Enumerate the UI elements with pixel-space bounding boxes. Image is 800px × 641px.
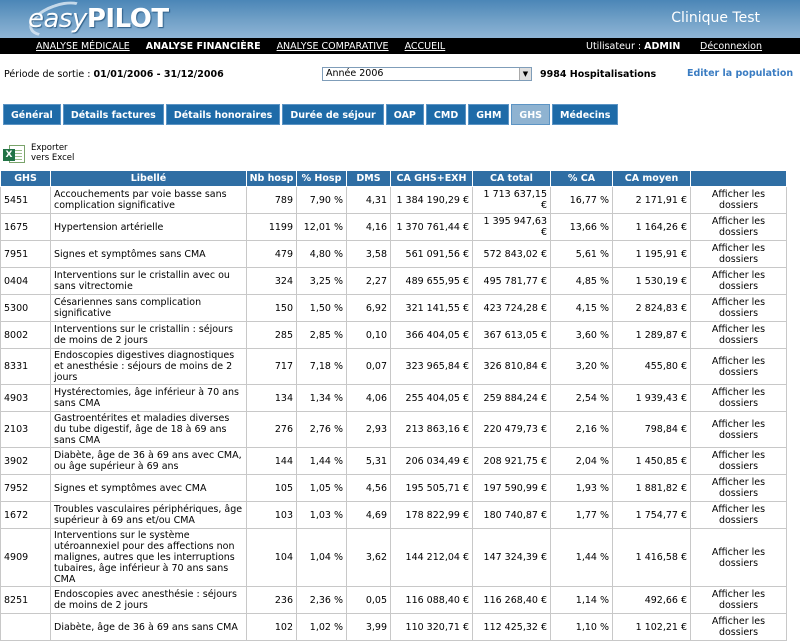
easypilot-logo[interactable] bbox=[28, 2, 169, 36]
table-cell: 105 bbox=[247, 475, 297, 502]
tab-4[interactable]: OAP bbox=[386, 104, 424, 125]
table-cell: 1,03 % bbox=[297, 502, 347, 529]
table-cell: 324 bbox=[247, 268, 297, 295]
period-label-text: Période de sortie : bbox=[4, 69, 91, 80]
table-cell: 7952 bbox=[1, 475, 51, 502]
column-header-5[interactable]: CA GHS+EXH bbox=[391, 171, 473, 187]
table-cell: 150 bbox=[247, 295, 297, 322]
year-select-value: Année 2006 bbox=[326, 68, 384, 79]
table-cell: Interventions sur le cristallin avec ou sans vitrectomie bbox=[51, 268, 247, 295]
table-cell: 1,77 % bbox=[551, 502, 613, 529]
table-cell: Hystérectomies, âge inférieur à 70 ans sans CMA bbox=[51, 385, 247, 412]
show-records-link[interactable]: Afficher les dossiers bbox=[691, 529, 787, 587]
table-row bbox=[1, 448, 787, 475]
table-cell: 206 034,49 € bbox=[391, 448, 473, 475]
table-cell: 1 881,82 € bbox=[613, 475, 691, 502]
table-cell: 8331 bbox=[1, 349, 51, 385]
table-cell: 104 bbox=[247, 529, 297, 587]
show-records-link[interactable]: Afficher les dossiers bbox=[691, 214, 787, 241]
period-label bbox=[4, 69, 224, 80]
table-cell: 0404 bbox=[1, 268, 51, 295]
table-cell: 479 bbox=[247, 241, 297, 268]
table-row bbox=[1, 268, 787, 295]
table-cell: 4,56 bbox=[347, 475, 391, 502]
table-body bbox=[1, 187, 787, 641]
user-info bbox=[586, 41, 680, 52]
export-excel-button[interactable] bbox=[3, 143, 74, 165]
table-cell: 178 822,99 € bbox=[391, 502, 473, 529]
table-cell: 1675 bbox=[1, 214, 51, 241]
table-cell: 1 395 947,63 € bbox=[473, 214, 551, 241]
table-cell: 134 bbox=[247, 385, 297, 412]
menu-item-1[interactable]: ANALYSE FINANCIÈRE bbox=[145, 40, 261, 52]
show-records-link[interactable]: Afficher les dossiers bbox=[691, 187, 787, 214]
table-cell: 3,60 % bbox=[551, 322, 613, 349]
table-cell: 3,99 bbox=[347, 614, 391, 641]
clinic-name: Clinique Test bbox=[671, 10, 760, 26]
table-cell: 1,02 % bbox=[297, 614, 347, 641]
table-row bbox=[1, 295, 787, 322]
hospitalisation-count: 9984 Hospitalisations bbox=[540, 69, 657, 80]
table-cell: 116 268,40 € bbox=[473, 587, 551, 614]
header-banner bbox=[0, 0, 800, 38]
table-cell: 7,18 % bbox=[297, 349, 347, 385]
show-records-link[interactable]: Afficher les dossiers bbox=[691, 475, 787, 502]
table-cell: 1,50 % bbox=[297, 295, 347, 322]
table-cell: 3,62 bbox=[347, 529, 391, 587]
table-cell: 144 bbox=[247, 448, 297, 475]
table-cell: 197 590,99 € bbox=[473, 475, 551, 502]
table-row bbox=[1, 349, 787, 385]
table-cell: 2,76 % bbox=[297, 412, 347, 448]
table-cell: 455,80 € bbox=[613, 349, 691, 385]
ghs-table-container bbox=[0, 170, 786, 641]
show-records-link[interactable]: Afficher les dossiers bbox=[691, 385, 787, 412]
table-cell: 5300 bbox=[1, 295, 51, 322]
table-header-row bbox=[1, 171, 787, 187]
table-cell: 213 863,16 € bbox=[391, 412, 473, 448]
table-cell: 8251 bbox=[1, 587, 51, 614]
table-cell: Endoscopies digestives diagnostiques et anesthésie : séjours de moins de 2 jours bbox=[51, 349, 247, 385]
table-cell: 5,61 % bbox=[551, 241, 613, 268]
table-cell: 1 713 637,15 € bbox=[473, 187, 551, 214]
table-cell: Interventions sur le système utéroannexiel pour des affections non malignes, autres que les interruptions tubaires, âge inférieur à 70 ans sans CMA bbox=[51, 529, 247, 587]
table-cell: 789 bbox=[247, 187, 297, 214]
table-cell: 110 320,71 € bbox=[391, 614, 473, 641]
table-cell: 1,10 % bbox=[551, 614, 613, 641]
table-cell: 1 289,87 € bbox=[613, 322, 691, 349]
table-row bbox=[1, 322, 787, 349]
column-header-9[interactable] bbox=[691, 171, 787, 187]
table-cell: 492,66 € bbox=[613, 587, 691, 614]
table-cell: 2,93 bbox=[347, 412, 391, 448]
table-cell: 572 843,02 € bbox=[473, 241, 551, 268]
table-cell: Diabète, âge de 36 à 69 ans sans CMA bbox=[51, 614, 247, 641]
menu-item-2[interactable]: ANALYSE COMPARATIVE bbox=[276, 40, 389, 52]
table-cell: 1 370 761,44 € bbox=[391, 214, 473, 241]
table-cell: 5,31 bbox=[347, 448, 391, 475]
table-cell: 1 164,26 € bbox=[613, 214, 691, 241]
table-cell: 4,31 bbox=[347, 187, 391, 214]
table-cell: 1,04 % bbox=[297, 529, 347, 587]
table-row bbox=[1, 187, 787, 214]
table-cell: 195 505,71 € bbox=[391, 475, 473, 502]
table-cell: 1199 bbox=[247, 214, 297, 241]
table-cell: 326 810,84 € bbox=[473, 349, 551, 385]
table-cell: 1 384 190,29 € bbox=[391, 187, 473, 214]
period-row bbox=[0, 54, 800, 94]
table-cell: 6,92 bbox=[347, 295, 391, 322]
menu-item-3[interactable]: ACCUEIL bbox=[404, 40, 446, 52]
table-cell: 4,80 % bbox=[297, 241, 347, 268]
table-cell: Gastroentérites et maladies diverses du tube digestif, âge de 18 à 69 ans sans CMA bbox=[51, 412, 247, 448]
tab-0[interactable]: Général bbox=[3, 104, 61, 125]
export-label-line1: Exporter bbox=[31, 143, 68, 153]
table-cell: 423 724,28 € bbox=[473, 295, 551, 322]
table-cell: 1,93 % bbox=[551, 475, 613, 502]
table-cell: 367 613,05 € bbox=[473, 322, 551, 349]
table-cell: 561 091,56 € bbox=[391, 241, 473, 268]
table-cell: 1 102,21 € bbox=[613, 614, 691, 641]
table-cell: 323 965,84 € bbox=[391, 349, 473, 385]
table-row bbox=[1, 529, 787, 587]
table-cell: Diabète, âge de 36 à 69 ans avec CMA, ou âge supérieur à 69 ans bbox=[51, 448, 247, 475]
table-cell: 3902 bbox=[1, 448, 51, 475]
column-header-0[interactable]: GHS bbox=[1, 171, 51, 187]
export-label-line2: vers Excel bbox=[31, 153, 75, 163]
table-cell: 1 450,85 € bbox=[613, 448, 691, 475]
column-header-7[interactable]: % CA bbox=[551, 171, 613, 187]
tab-5[interactable]: CMD bbox=[426, 104, 466, 125]
table-cell: 285 bbox=[247, 322, 297, 349]
table-row bbox=[1, 241, 787, 268]
table-cell: 4,16 bbox=[347, 214, 391, 241]
table-cell: 180 740,87 € bbox=[473, 502, 551, 529]
main-menu bbox=[0, 41, 461, 52]
table-cell: Hypertension artérielle bbox=[51, 214, 247, 241]
table-cell: 2,85 % bbox=[297, 322, 347, 349]
column-header-1[interactable]: Libellé bbox=[51, 171, 247, 187]
table-cell: 1,44 % bbox=[297, 448, 347, 475]
table-cell: Signes et symptômes sans CMA bbox=[51, 241, 247, 268]
table-cell: 4,69 bbox=[347, 502, 391, 529]
tab-6[interactable]: GHM bbox=[468, 104, 509, 125]
table-cell: 495 781,77 € bbox=[473, 268, 551, 295]
table-row bbox=[1, 412, 787, 448]
show-records-link[interactable]: Afficher les dossiers bbox=[691, 412, 787, 448]
logo-pilot: PILOT bbox=[86, 4, 169, 34]
table-cell: 2 171,91 € bbox=[613, 187, 691, 214]
table-cell: 0,05 bbox=[347, 587, 391, 614]
show-records-link[interactable]: Afficher les dossiers bbox=[691, 349, 787, 385]
table-cell: 2103 bbox=[1, 412, 51, 448]
table-cell: 1 939,43 € bbox=[613, 385, 691, 412]
menu-item-0[interactable]: ANALYSE MÉDICALE bbox=[36, 40, 130, 52]
table-cell: 3,25 % bbox=[297, 268, 347, 295]
table-cell: 798,84 € bbox=[613, 412, 691, 448]
table-cell: 1,14 % bbox=[551, 587, 613, 614]
table-cell: 1,34 % bbox=[297, 385, 347, 412]
table-cell: 1 416,58 € bbox=[613, 529, 691, 587]
table-row bbox=[1, 587, 787, 614]
column-header-3[interactable]: % Hosp bbox=[297, 171, 347, 187]
table-row bbox=[1, 214, 787, 241]
show-records-link[interactable]: Afficher les dossiers bbox=[691, 241, 787, 268]
table-cell: Césariennes sans complication significative bbox=[51, 295, 247, 322]
logo-text bbox=[28, 4, 169, 34]
show-records-link[interactable]: Afficher les dossiers bbox=[691, 295, 787, 322]
table-cell: 1,44 % bbox=[551, 529, 613, 587]
table-cell: 2,27 bbox=[347, 268, 391, 295]
show-records-link[interactable]: Afficher les dossiers bbox=[691, 614, 787, 641]
table-cell: 321 141,55 € bbox=[391, 295, 473, 322]
table-cell: 102 bbox=[247, 614, 297, 641]
table-cell: 4,15 % bbox=[551, 295, 613, 322]
table-cell: 4909 bbox=[1, 529, 51, 587]
table-row bbox=[1, 614, 787, 641]
table-cell: 3,20 % bbox=[551, 349, 613, 385]
tab-2[interactable]: Détails honoraires bbox=[166, 104, 280, 125]
table-cell: 13,66 % bbox=[551, 214, 613, 241]
show-records-link[interactable]: Afficher les dossiers bbox=[691, 322, 787, 349]
period-range: 01/01/2006 - 31/12/2006 bbox=[93, 69, 224, 80]
excel-x-mark: X bbox=[3, 149, 15, 161]
table-cell: 7,90 % bbox=[297, 187, 347, 214]
user-label: Utilisateur : bbox=[586, 40, 642, 52]
table-cell: 717 bbox=[247, 349, 297, 385]
show-records-link[interactable]: Afficher les dossiers bbox=[691, 502, 787, 529]
tab-3[interactable]: Durée de séjour bbox=[282, 104, 383, 125]
year-select[interactable] bbox=[322, 67, 532, 81]
column-header-8[interactable]: CA moyen bbox=[613, 171, 691, 187]
table-cell: 1,05 % bbox=[297, 475, 347, 502]
table-cell: 147 324,39 € bbox=[473, 529, 551, 587]
table-cell: 8002 bbox=[1, 322, 51, 349]
table-cell: 1 754,77 € bbox=[613, 502, 691, 529]
table-row bbox=[1, 475, 787, 502]
table-cell: 144 212,04 € bbox=[391, 529, 473, 587]
tab-7[interactable]: GHS bbox=[511, 104, 550, 125]
table-cell: 1 195,91 € bbox=[613, 241, 691, 268]
table-row bbox=[1, 385, 787, 412]
table-cell: 366 404,05 € bbox=[391, 322, 473, 349]
table-cell: Interventions sur le cristallin : séjours de moins de 2 jours bbox=[51, 322, 247, 349]
table-cell: 4,06 bbox=[347, 385, 391, 412]
table-cell: 236 bbox=[247, 587, 297, 614]
table-cell: 2,36 % bbox=[297, 587, 347, 614]
column-header-2[interactable]: Nb hosp bbox=[247, 171, 297, 187]
table-cell: 5451 bbox=[1, 187, 51, 214]
table-cell: 2,54 % bbox=[551, 385, 613, 412]
column-header-4[interactable]: DMS bbox=[347, 171, 391, 187]
table-cell: 3,58 bbox=[347, 241, 391, 268]
table-cell: 208 921,75 € bbox=[473, 448, 551, 475]
export-label[interactable] bbox=[31, 143, 74, 163]
tab-8[interactable]: Médecins bbox=[552, 104, 618, 125]
user-name: ADMIN bbox=[644, 40, 681, 52]
table-cell: 103 bbox=[247, 502, 297, 529]
show-records-link[interactable]: Afficher les dossiers bbox=[691, 448, 787, 475]
table-cell: 0,10 bbox=[347, 322, 391, 349]
table-cell: 4,85 % bbox=[551, 268, 613, 295]
show-records-link[interactable]: Afficher les dossiers bbox=[691, 268, 787, 295]
tab-1[interactable]: Détails factures bbox=[63, 104, 164, 125]
edit-population-link[interactable]: Editer la population bbox=[687, 68, 794, 79]
show-records-link[interactable]: Afficher les dossiers bbox=[691, 587, 787, 614]
table-cell: 1672 bbox=[1, 502, 51, 529]
table-cell: Accouchements par voie basse sans complication significative bbox=[51, 187, 247, 214]
ghs-table bbox=[0, 170, 787, 641]
table-cell: 2 824,83 € bbox=[613, 295, 691, 322]
table-cell: 116 088,40 € bbox=[391, 587, 473, 614]
chevron-down-icon[interactable]: ▼ bbox=[519, 68, 531, 80]
table-cell: 112 425,32 € bbox=[473, 614, 551, 641]
table-cell: 2,16 % bbox=[551, 412, 613, 448]
table-cell: 12,01 % bbox=[297, 214, 347, 241]
analysis-tabs bbox=[3, 104, 620, 125]
table-cell: 4903 bbox=[1, 385, 51, 412]
table-cell: 7951 bbox=[1, 241, 51, 268]
logout-link[interactable]: Déconnexion bbox=[700, 40, 763, 52]
table-row bbox=[1, 502, 787, 529]
table-cell: 259 884,24 € bbox=[473, 385, 551, 412]
excel-icon[interactable] bbox=[3, 143, 27, 165]
table-cell: Signes et symptômes avec CMA bbox=[51, 475, 247, 502]
logo-easy: easy bbox=[28, 4, 87, 34]
column-header-6[interactable]: CA total bbox=[473, 171, 551, 187]
table-cell bbox=[1, 614, 51, 641]
table-cell: 1 530,19 € bbox=[613, 268, 691, 295]
table-cell: 0,07 bbox=[347, 349, 391, 385]
table-cell: 16,77 % bbox=[551, 187, 613, 214]
table-cell: 489 655,95 € bbox=[391, 268, 473, 295]
main-menu-bar bbox=[0, 38, 800, 54]
table-cell: Troubles vasculaires périphériques, âge supérieur à 69 ans et/ou CMA bbox=[51, 502, 247, 529]
table-cell: 255 404,05 € bbox=[391, 385, 473, 412]
table-cell: Endoscopies avec anesthésie : séjours de moins de 2 jours bbox=[51, 587, 247, 614]
table-cell: 220 479,73 € bbox=[473, 412, 551, 448]
table-cell: 276 bbox=[247, 412, 297, 448]
table-cell: 2,04 % bbox=[551, 448, 613, 475]
